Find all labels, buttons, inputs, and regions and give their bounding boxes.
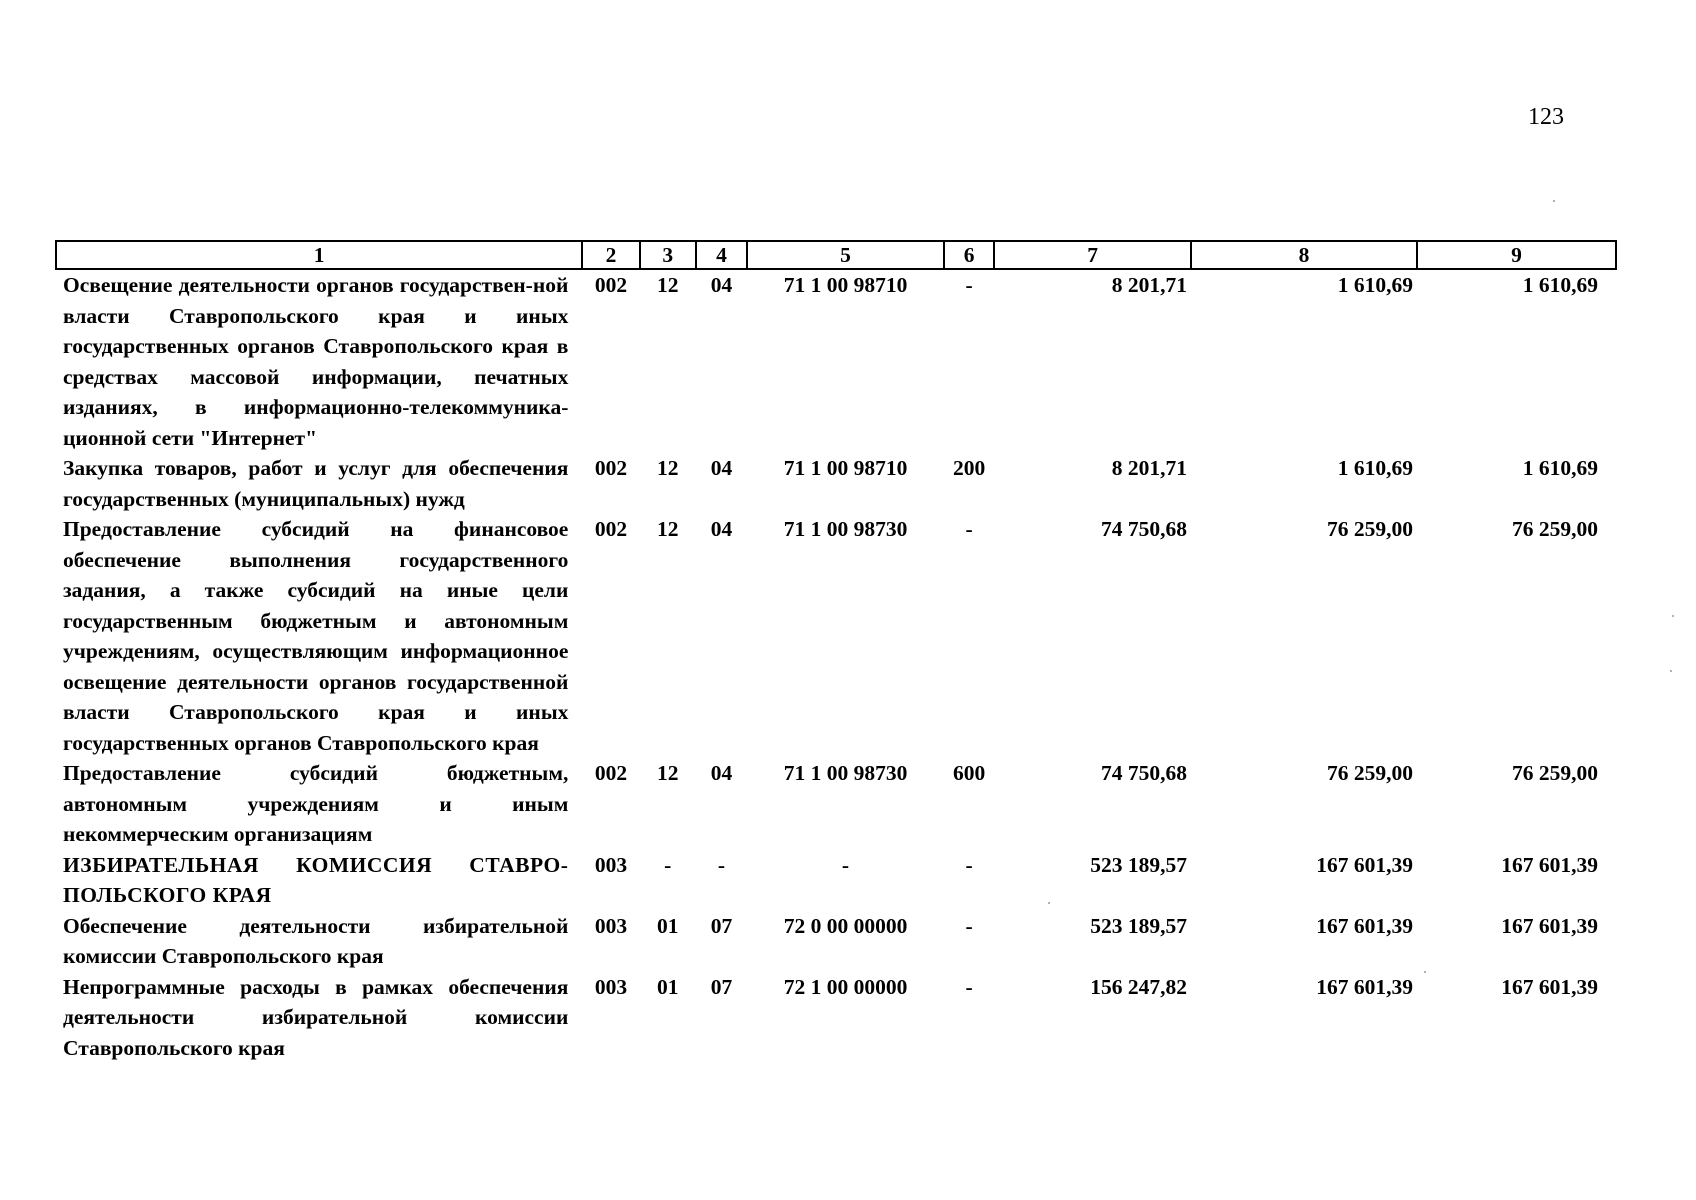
amount-col-9: 167 601,39	[1501, 913, 1598, 938]
target-article: 71 1 00 98710	[783, 456, 908, 480]
ministry-code: 002	[594, 761, 628, 785]
amount-col-8: 76 259,00	[1327, 761, 1414, 785]
target-article: 71 1 00 98730	[783, 761, 908, 785]
page-number: 123	[1528, 104, 1564, 130]
row-description: Закупка товаров, работ и услуг для обеспечения государственных (муниципальных) нужд	[63, 456, 569, 511]
amount-col-8: 167 601,39	[1316, 974, 1414, 999]
header-row	[56, 241, 1616, 269]
table-row	[56, 758, 1616, 850]
amount-col-8: 1 610,69	[1337, 456, 1414, 480]
header-col-6: 6	[944, 241, 994, 269]
section-code: 12	[656, 761, 679, 785]
amount-col-8: 167 601,39	[1316, 913, 1414, 938]
subsection-code: 04	[710, 456, 733, 480]
amount-col-9: 76 259,00	[1512, 517, 1598, 541]
amount-col-9: 1 610,69	[1522, 273, 1598, 297]
amount-col-7: 74 750,68	[1101, 761, 1188, 785]
amount-col-8: 167 601,39	[1316, 852, 1414, 877]
ministry-code: 002	[594, 517, 628, 541]
amount-col-7: 8 201,71	[1111, 456, 1188, 480]
amount-col-7: 74 750,68	[1101, 517, 1188, 541]
amount-col-9: 167 601,39	[1501, 974, 1598, 999]
section-code: 01	[656, 913, 679, 938]
header-col-3: 3	[640, 241, 696, 269]
target-article: 71 1 00 98710	[783, 273, 908, 297]
row-description: Непрограммные расходы в рамках обеспечения деятельности избирательной комиссии Ставропольского края	[63, 974, 569, 1060]
target-article: 72 1 00 00000	[783, 974, 908, 999]
section-code: 12	[656, 273, 679, 297]
header-col-4: 4	[696, 241, 747, 269]
scan-speck	[1672, 615, 1674, 617]
subsection-code: 04	[710, 517, 733, 541]
table-row	[56, 911, 1616, 972]
section-code: 01	[656, 974, 679, 999]
expense-type: -	[965, 273, 973, 297]
amount-col-7: 523 189,57	[1090, 852, 1188, 877]
scan-speck	[1048, 902, 1050, 904]
amount-col-8: 76 259,00	[1327, 517, 1414, 541]
section-code: -	[664, 852, 672, 877]
target-article: 72 0 00 00000	[783, 913, 908, 938]
expense-type: -	[965, 517, 973, 541]
ministry-code: 002	[594, 456, 628, 480]
scan-speck	[1670, 670, 1672, 672]
section-code: 12	[656, 517, 679, 541]
target-article: 71 1 00 98730	[783, 517, 908, 541]
expense-type: 200	[952, 456, 986, 480]
scan-speck	[1553, 200, 1555, 202]
ministry-code: 003	[594, 974, 628, 999]
target-article: -	[841, 852, 850, 877]
ministry-code: 003	[594, 913, 628, 938]
subsection-code: 07	[710, 913, 733, 938]
row-description: Предоставление субсидий на финансовое обеспечение выполнения государственного задания, а также субсидий на иные цели государственным бюджетным и автономным учреждениям, осуществляющим информационное освещение деятельности органов государственной власти Ставропольского края и иных государственных органов Ставропольского края	[63, 517, 569, 755]
header-col-8: 8	[1191, 241, 1417, 269]
header-col-9: 9	[1417, 241, 1616, 269]
table-row	[56, 514, 1616, 758]
table-row	[56, 972, 1616, 1064]
subsection-code: 04	[710, 273, 733, 297]
budget-table	[55, 240, 1617, 1063]
amount-col-9: 167 601,39	[1501, 852, 1598, 877]
expense-type: -	[965, 852, 973, 877]
amount-col-9: 1 610,69	[1522, 456, 1598, 480]
amount-col-7: 8 201,71	[1111, 273, 1188, 297]
row-description: Освещение деятельности органов государствен-ной власти Ставропольского края и иных государственных органов Ставропольского края в средствах массовой информации, печатных изданиях, в информационно-телекоммуника-ционной сети "Интернет"	[63, 273, 569, 450]
header-col-2: 2	[582, 241, 639, 269]
header-col-1: 1	[56, 241, 582, 269]
subsection-code: -	[717, 852, 726, 877]
row-description: Предоставление субсидий бюджетным, автономным учреждениям и иным некоммерческим организациям	[63, 761, 569, 846]
expense-type: -	[965, 974, 973, 999]
ministry-code: 003	[594, 852, 628, 877]
row-description: ИЗБИРАТЕЛЬНАЯ КОМИССИЯ СТАВРО-ПОЛЬСКОГО КРАЯ	[63, 852, 569, 907]
table-row	[56, 850, 1616, 911]
expense-type: 600	[952, 761, 986, 785]
header-col-7: 7	[994, 241, 1191, 269]
table-row	[56, 453, 1616, 514]
section-code: 12	[656, 456, 679, 480]
subsection-code: 07	[710, 974, 733, 999]
row-description: Обеспечение деятельности избирательной комиссии Ставропольского края	[63, 913, 569, 968]
amount-col-8: 1 610,69	[1337, 273, 1414, 297]
ministry-code: 002	[594, 273, 628, 297]
expense-type: -	[965, 913, 973, 938]
scan-speck	[1424, 971, 1426, 973]
amount-col-7: 156 247,82	[1090, 974, 1188, 999]
subsection-code: 04	[710, 761, 733, 785]
amount-col-7: 523 189,57	[1090, 913, 1188, 938]
amount-col-9: 76 259,00	[1512, 761, 1598, 785]
table-row	[56, 269, 1616, 453]
header-col-5: 5	[747, 241, 944, 269]
